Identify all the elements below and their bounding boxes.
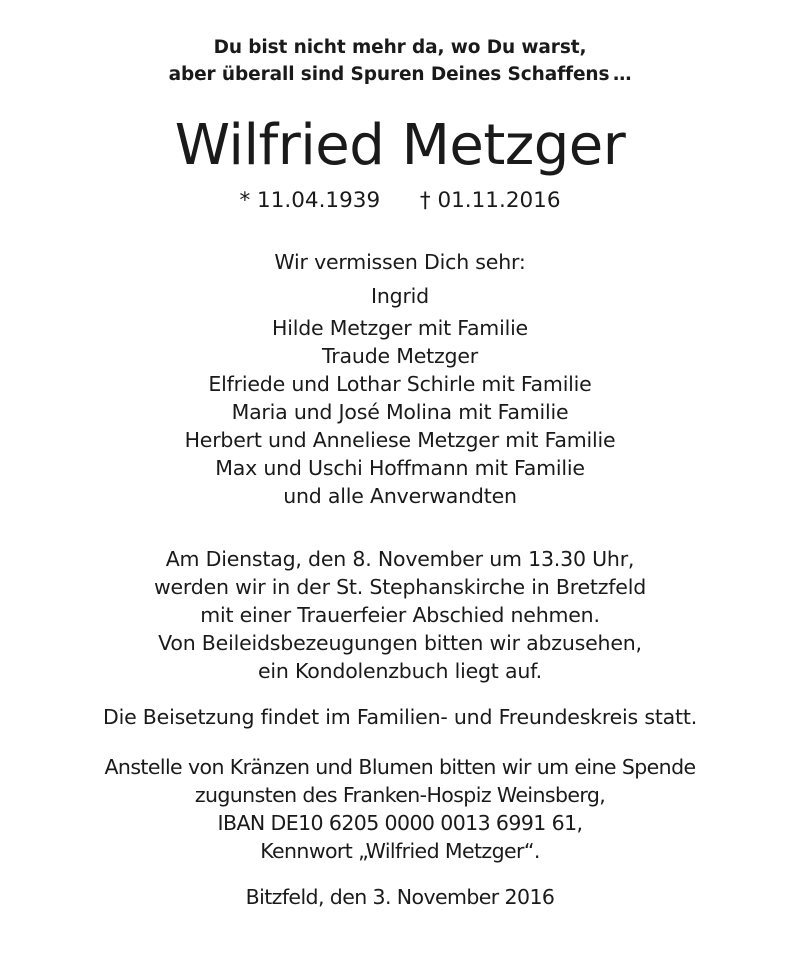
motto-line-2: aber überall sind Spuren Deines Schaffens …	[168, 64, 632, 85]
mourners-intro: Wir vermissen Dich sehr:	[274, 250, 526, 274]
donation-iban: IBAN DE10 6205 0000 0013 6991 61,	[217, 811, 583, 835]
mourner-name: Traude Metzger	[322, 344, 478, 368]
service-line: Von Beileidsbezeugungen bitten wir abzusehen,	[158, 631, 642, 655]
donation-line: zugunsten des Franken-Hospiz Weinsberg,	[194, 783, 606, 807]
mourner-name: Elfriede und Lothar Schirle mit Familie	[208, 372, 592, 396]
motto-line-1: Du bist nicht mehr da, wo Du warst,	[213, 37, 587, 58]
mourner-name: Hilde Metzger mit Familie	[272, 316, 528, 340]
life-dates	[0, 188, 800, 213]
donation-keyword: Kennwort „Wilfried Metzger“.	[260, 839, 540, 863]
donation-line: Anstelle von Kränzen und Blumen bitten wir um eine Spende	[104, 755, 696, 779]
service-line: ein Kondolenzbuch liegt auf.	[258, 659, 542, 683]
burial-note: Die Beisetzung findet im Familien- und Freundeskreis statt.	[102, 705, 698, 729]
service-line: mit einer Trauerfeier Abschied nehmen.	[200, 603, 600, 627]
place-date: Bitzfeld, den 3. November 2016	[245, 885, 555, 909]
birth-date: 11.04.1939	[257, 188, 381, 213]
mourner-name: Herbert und Anneliese Metzger mit Familie	[184, 428, 616, 452]
service-line: Am Dienstag, den 8. November um 13.30 Uhr,	[165, 547, 635, 571]
mourner-spouse: Ingrid	[371, 284, 429, 308]
service-line: werden wir in der St. Stephanskirche in Bretzfeld	[153, 575, 647, 599]
mourner-name: Maria und José Molina mit Familie	[231, 400, 569, 424]
mourner-name: Max und Uschi Hoffmann mit Familie	[215, 456, 585, 480]
mourner-name: und alle Anverwandten	[283, 484, 517, 508]
birth-symbol: *	[239, 188, 251, 213]
death-cross-icon: †	[419, 188, 431, 213]
death-date: 01.11.2016	[437, 188, 561, 213]
deceased-name: Wilfried Metzger	[174, 113, 626, 178]
